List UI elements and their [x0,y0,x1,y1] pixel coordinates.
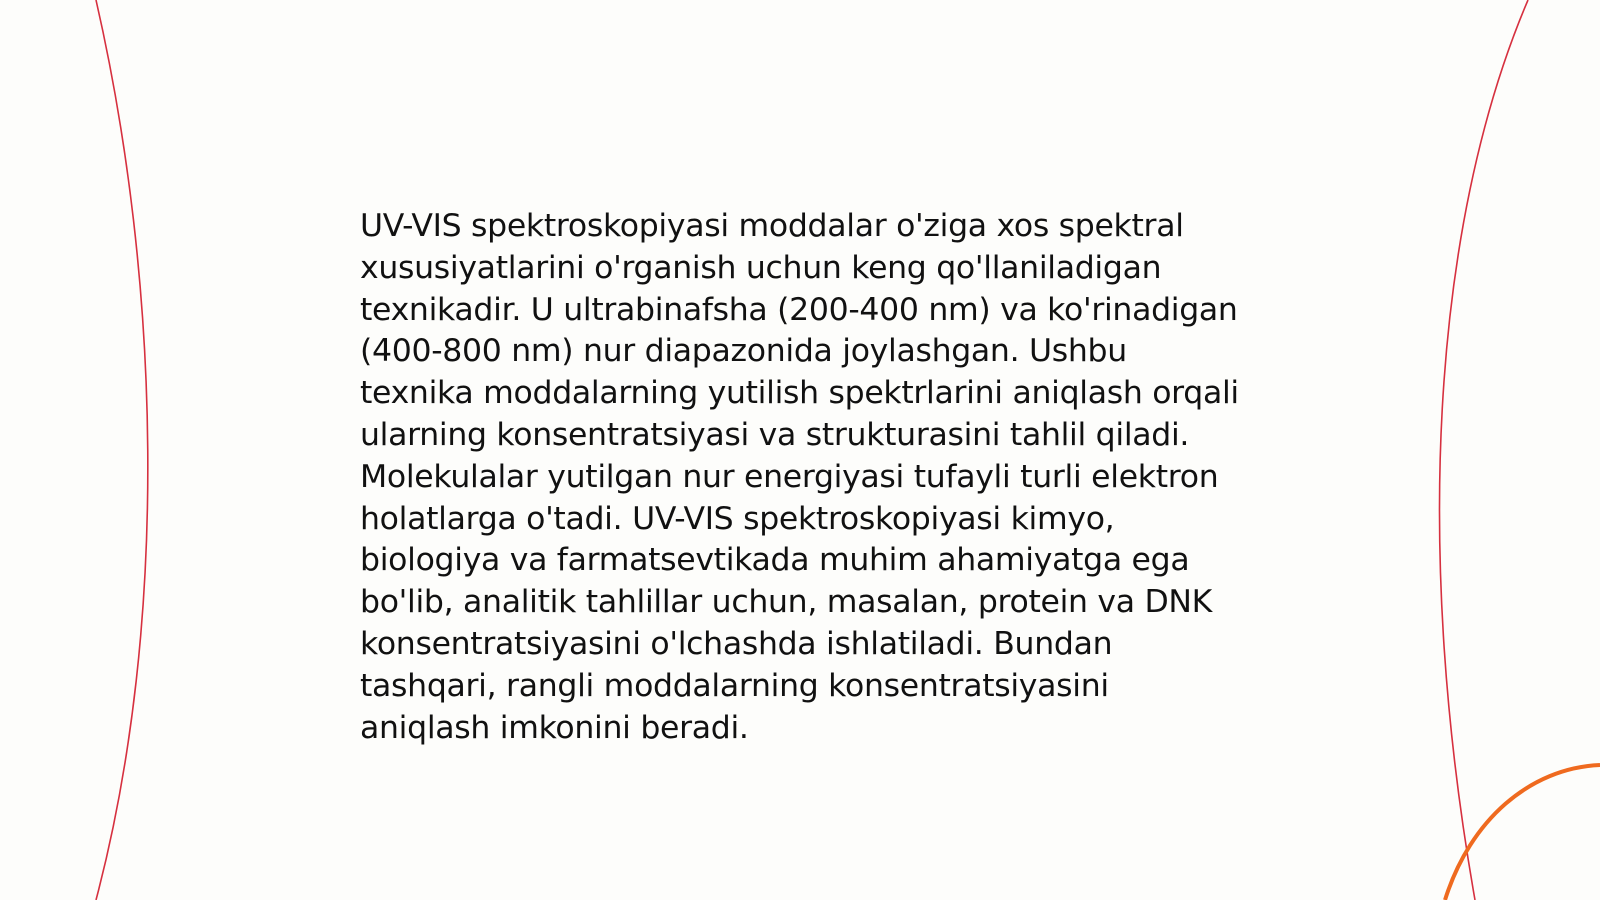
slide-body-text: UV-VIS spektroskopiyasi moddalar o'ziga xos spektral xususiyatlarini o'rganish uchun keng qo'llaniladigan texnikadir. U ultrabinafsha (200-400 nm) va ko'rinadigan (400-800 nm) nur diapazonida joylashgan. Ushbu texnika moddalarning yutilish spektrlarini aniqlash orqali ularning konsentratsiyasi va strukturasini tahlil qiladi. Molekulalar yutilgan nur energiyasi tufayli turli elektron holatlarga o'tadi. UV-VIS spektroskopiyasi kimyo, biologiya va farmatsevtikada muhim ahamiyatga ega bo'lib, analitik tahlillar uchun, masalan, protein va DNK konsentratsiyasini o'lchashda ishlatiladi. Bundan tashqari, rangli moddalarning konsentratsiyasini aniqlash imkonini beradi. [360,208,1239,746]
corner-arc [1445,765,1600,900]
right-arc [1439,0,1528,900]
left-arc [96,0,148,900]
